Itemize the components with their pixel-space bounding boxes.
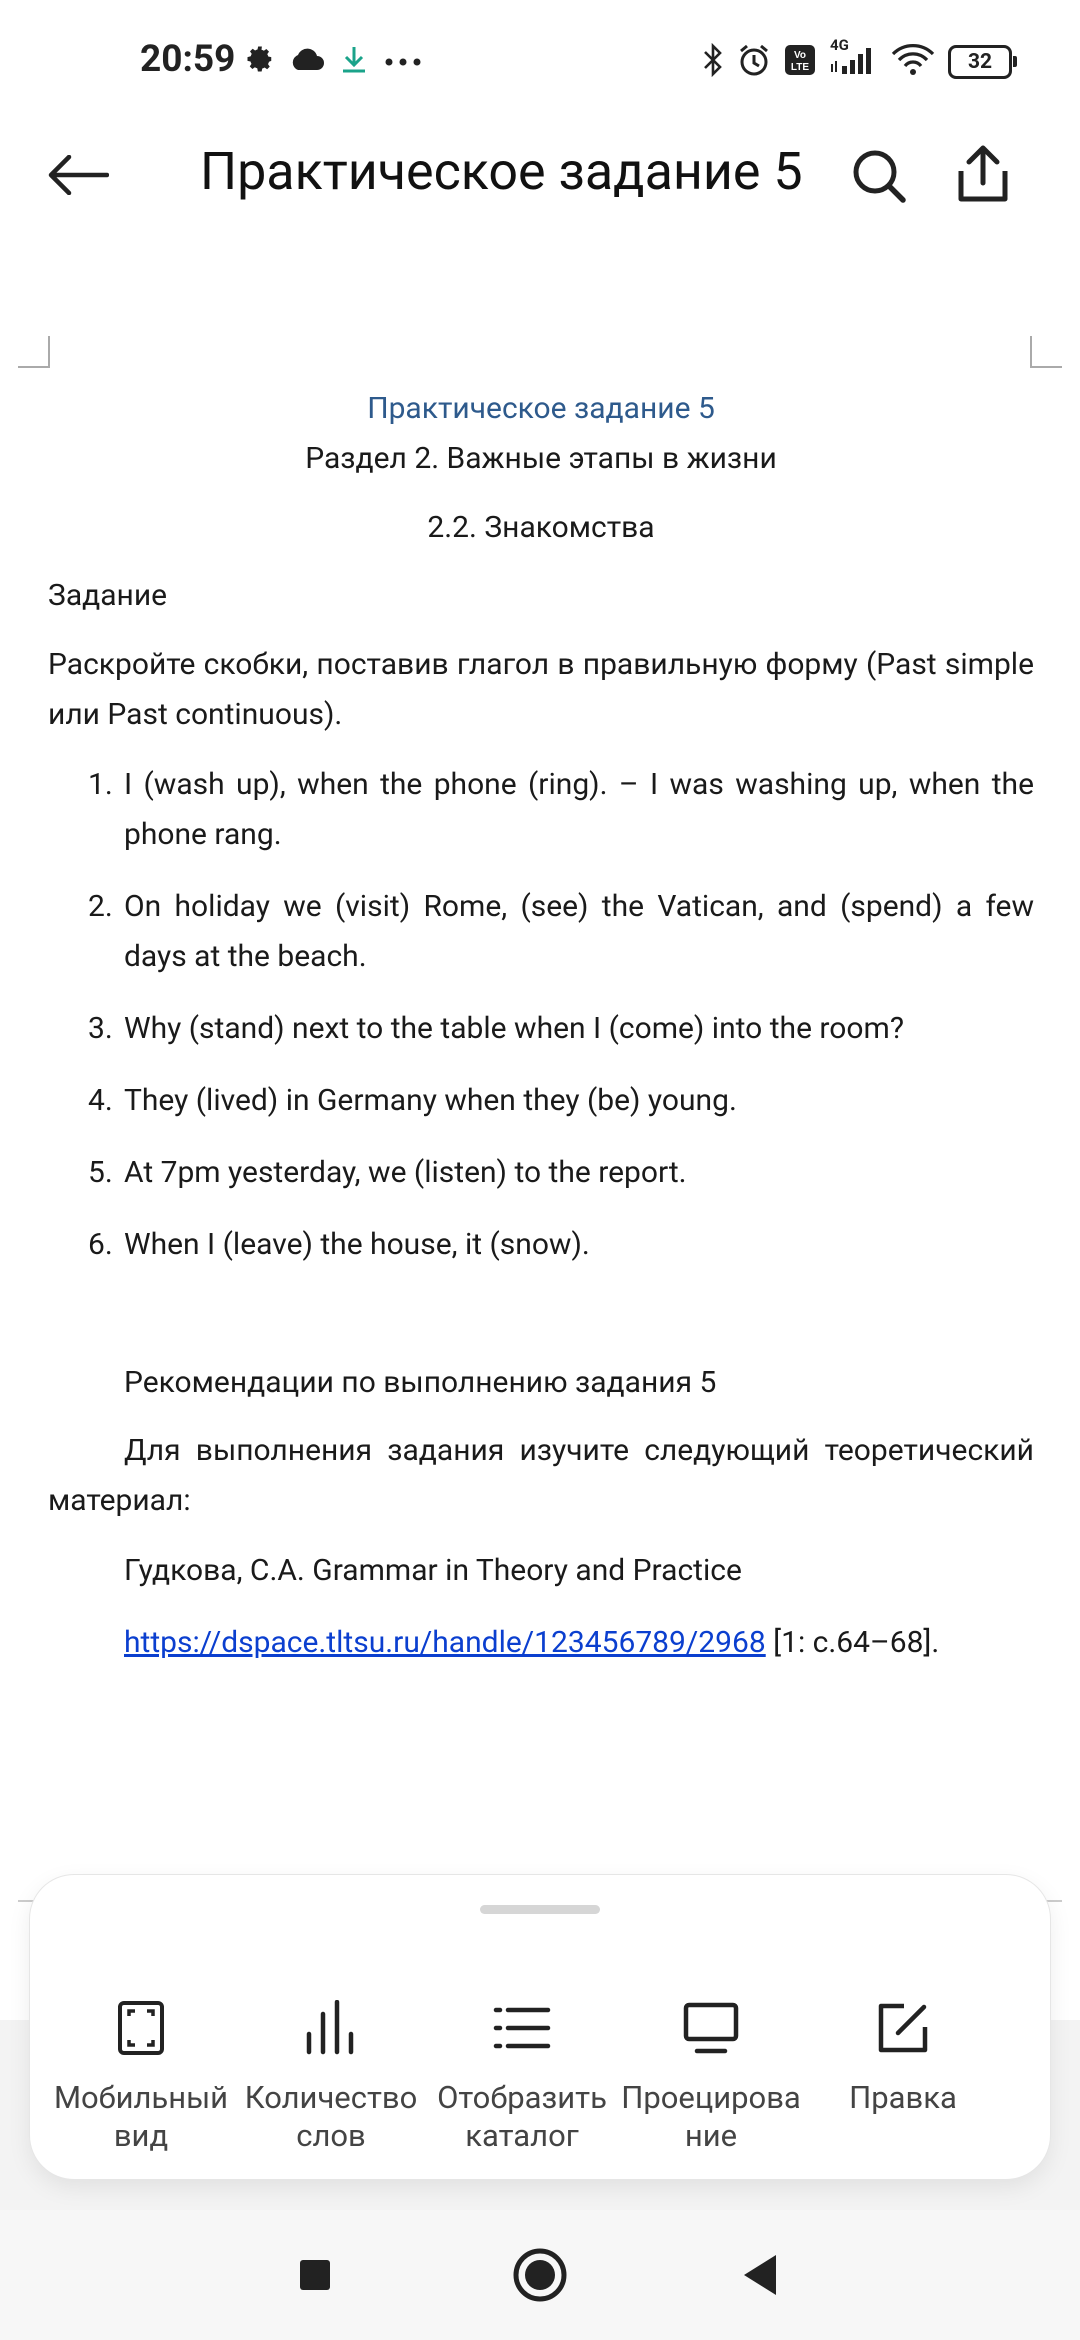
alarm-icon [736,42,772,82]
list-item-number: 1. [88,767,113,802]
mobile-view-button[interactable] [46,1997,236,2157]
document-subsection: 2.2. Знакомства [427,510,655,545]
download-icon [339,44,369,78]
recents-button[interactable] [280,2240,350,2310]
arrow-left-icon [47,155,109,195]
system-nav-bar [0,2210,1080,2340]
page-title: Практическое задание 5 [200,141,803,202]
search-button[interactable] [846,143,912,209]
projection-icon [616,1997,806,2059]
list-item-number: 2. [88,889,113,924]
status-left-icons [245,44,423,78]
app-header [0,125,1080,225]
home-icon [512,2247,568,2303]
svg-text:LTE: LTE [790,62,810,73]
back-icon [740,2253,780,2297]
recommendations-title: Рекомендации по выполнению задания 5 [124,1365,717,1400]
catalog-icon [427,1997,617,2059]
list-item-text: On holiday we (visit) Rome, (see) the Vatican, and (spend) a few days at the beach. [124,889,1034,974]
list-item-text: At 7pm yesterday, we (listen) to the report. [124,1155,687,1190]
action-label: ние [684,2117,738,2154]
volte-icon [784,44,816,80]
document-section: Раздел 2. Важные этапы в жизни [305,441,777,476]
svg-text:Vo: Vo [793,50,807,61]
reference-link-line [124,1618,939,1668]
list-item-number: 3. [88,1011,113,1046]
share-icon [957,145,1009,203]
status-bar [0,0,1080,125]
wifi-icon [890,43,936,81]
task-label: Задание [48,578,168,613]
list-item-text: I (wash up), when the phone (ring). – I was washing up, when the phone rang. [124,767,1034,852]
list-item-number: 5. [88,1155,113,1190]
document-page[interactable] [0,320,1080,1920]
list-item-text: They (lived) in Germany when they (be) young. [124,1083,737,1118]
task-instruction: Раскройте скобки, поставив глагол в правильную форму (Past simple или Past continuous). [48,647,1034,732]
action-label: Проецирова [621,2079,801,2116]
action-label: каталог [465,2117,579,2154]
bluetooth-icon [702,43,724,81]
drag-handle[interactable] [480,1905,600,1914]
status-time: 20:59 [140,38,236,81]
edit-icon [808,1997,998,2059]
list-item-number: 6. [88,1227,113,1262]
show-catalog-button[interactable] [427,1997,617,2157]
list-item-text: Why (stand) next to the table when I (come) into the room? [124,1011,904,1046]
projection-button[interactable] [616,1997,806,2157]
word-count-icon [236,1997,426,2059]
bottom-sheet [30,1875,1050,2179]
share-button[interactable] [950,139,1016,209]
signal-icon [828,36,878,80]
page-corner-mark [18,336,50,368]
page-corner-mark [1030,336,1062,368]
word-count-button[interactable] [236,1997,426,2157]
search-icon [851,148,907,204]
reference-link[interactable]: https://dspace.tltsu.ru/handle/123456789/2968 [124,1625,766,1660]
more-dots-icon [383,52,423,71]
action-label: Количество [244,2079,418,2116]
list-item-number: 4. [88,1083,113,1118]
action-label: слов [296,2117,366,2154]
action-label: Мобильный [53,2079,229,2116]
network-type: 4G [830,36,849,54]
home-button[interactable] [505,2240,575,2310]
action-label: Правка [849,2079,957,2116]
battery-icon: 32 [948,45,1012,79]
cloud-icon [289,46,325,76]
action-label: вид [113,2117,169,2154]
list-item-text: When I (leave) the house, it (snow). [124,1227,590,1262]
recommendations-text: Для выполнения задания изучите следующий теоретический материал: [48,1433,1034,1518]
action-label: Отобразить [437,2079,607,2116]
edit-button[interactable] [808,1997,998,2157]
mobile-view-icon [46,1997,236,2059]
reference-text: Гудкова, С.А. Grammar in Theory and Practice [124,1553,742,1588]
back-button[interactable] [38,145,118,205]
recents-icon [298,2258,332,2292]
reference-pages: [1: с.64–68]. [765,1625,940,1660]
status-right-icons [702,36,1012,82]
back-nav-button[interactable] [725,2240,795,2310]
gear-icon [245,44,275,78]
document-heading: Практическое задание 5 [367,391,715,426]
